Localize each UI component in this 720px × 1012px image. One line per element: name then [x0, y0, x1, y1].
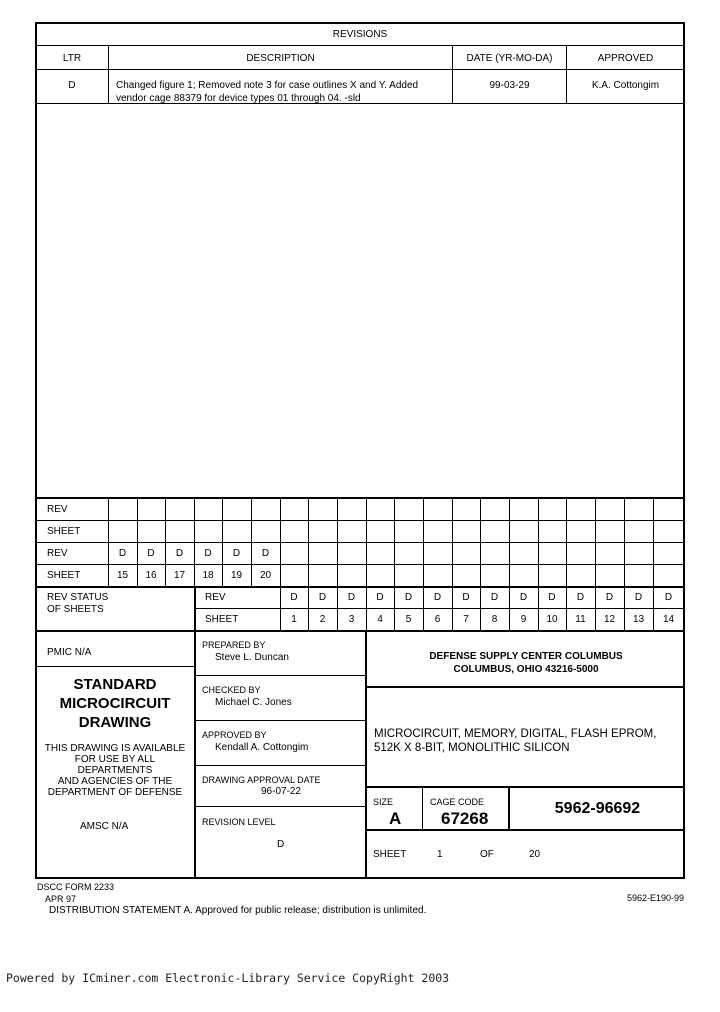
grid-column-line — [595, 498, 596, 586]
status-rev-cell-10: D — [576, 592, 585, 603]
status-sheet-cell-2: 3 — [348, 614, 355, 625]
status-rev-cell-5: D — [433, 592, 442, 603]
header-ltr: LTR — [62, 53, 82, 64]
sheet-label: SHEET — [373, 849, 407, 860]
drawing-number: 5962-96692 — [554, 800, 641, 817]
grid-sheet-label-1: SHEET — [47, 526, 81, 537]
grid-column-line — [624, 498, 625, 586]
header-description: DESCRIPTION — [246, 53, 315, 64]
availability-line3: DEPARTMENTS — [77, 765, 153, 776]
form-date: APR 97 — [45, 894, 77, 904]
revision-approved: K.A. Cottongim — [591, 80, 660, 91]
status-sheet-cell-6: 7 — [463, 614, 469, 625]
prepared-by-name: Steve L. Duncan — [215, 652, 289, 663]
status-sheet-cell-12: 13 — [632, 614, 645, 625]
grid-column-line — [452, 498, 453, 586]
cage-code-label: CAGE CODE — [430, 797, 485, 807]
revisions-title: REVISIONS — [332, 29, 388, 40]
availability-line4: AND AGENCIES OF THE — [57, 776, 173, 787]
grid-column-line — [538, 498, 539, 586]
amsc-label: AMSC N/A — [80, 821, 129, 832]
status-sheet-cell-1: 2 — [319, 614, 326, 625]
distribution-statement: DISTRIBUTION STATEMENT A. Approved for public release; distribution is unlimited. — [49, 905, 427, 916]
grid-column-line — [566, 498, 567, 586]
rev-status-label-line2: OF SHEETS — [47, 604, 104, 615]
status-sheet-cell-3: 4 — [377, 614, 383, 625]
rev-status-sheet-label: SHEET — [205, 614, 239, 625]
sheet-number: 1 — [437, 849, 443, 860]
status-sheet-cell-13: 14 — [662, 614, 675, 625]
prepared-by-label: PREPARED BY — [202, 640, 266, 650]
grid-rev-cell-5: D — [261, 548, 270, 559]
status-rev-cell-8: D — [519, 592, 528, 603]
grid-column-line — [394, 498, 395, 586]
status-sheet-cell-11: 12 — [603, 614, 616, 625]
availability-line1: THIS DRAWING IS AVAILABLE — [44, 743, 186, 754]
status-sheet-cell-9: 10 — [546, 614, 558, 625]
header-approved: APPROVED — [597, 53, 654, 64]
status-sheet-cell-0: 1 — [291, 614, 297, 625]
document-code: 5962-E190-99 — [627, 893, 685, 903]
grid-rev-cell-2: D — [175, 548, 184, 559]
center-address: COLUMBUS, OHIO 43216-5000 — [453, 664, 599, 675]
status-rev-cell-6: D — [462, 592, 470, 603]
header-date: DATE (YR-MO-DA) — [466, 53, 553, 64]
status-rev-cell-3: D — [376, 592, 384, 603]
grid-rev-cell-1: D — [147, 548, 155, 559]
rev-status-label-line1: REV STATUS — [47, 592, 109, 603]
size-label: SIZE — [373, 797, 394, 807]
standard-title-line2: MICROCIRCUIT — [59, 695, 171, 712]
approved-by-label: APPROVED BY — [202, 730, 267, 740]
revision-description-line1: Changed figure 1; Removed note 3 for case outlines X and Y. Added — [116, 80, 419, 91]
availability-line2: FOR USE BY ALL — [74, 754, 156, 765]
cage-code-value: 67268 — [441, 809, 489, 828]
status-sheet-cell-8: 9 — [520, 614, 527, 625]
status-rev-cell-1: D — [318, 592, 327, 603]
availability-line5: DEPARTMENT OF DEFENSE — [47, 787, 183, 798]
status-rev-cell-12: D — [634, 592, 643, 603]
grid-column-line — [509, 498, 510, 586]
checked-by-name: Michael C. Jones — [215, 697, 292, 708]
rev-status-rev-label: REV — [205, 592, 226, 603]
grid-rev-cell-0: D — [118, 548, 127, 559]
grid-column-line — [480, 498, 481, 586]
of-label: OF — [480, 849, 494, 860]
approval-date: 96-07-22 — [261, 786, 302, 797]
grid-sheet-cell-4: 19 — [230, 570, 243, 581]
approval-date-label: DRAWING APPROVAL DATE — [202, 775, 321, 785]
form-number: DSCC FORM 2233 — [37, 882, 115, 892]
status-sheet-cell-5: 6 — [434, 614, 441, 625]
status-sheet-cell-10: 11 — [575, 614, 586, 625]
revision-ltr: D — [68, 80, 76, 91]
center-name: DEFENSE SUPPLY CENTER COLUMBUS — [429, 651, 623, 662]
pmic-label: PMIC N/A — [47, 647, 92, 658]
approved-by-name: Kendall A. Cottongim — [215, 742, 309, 753]
status-rev-cell-13: D — [664, 592, 673, 603]
grid-sheet-cell-5: 20 — [259, 570, 272, 581]
status-sheet-cell-7: 8 — [491, 614, 498, 625]
grid-sheet-label-2: SHEET — [47, 570, 81, 581]
grid-rev-label-2: REV — [47, 548, 68, 559]
grid-column-line — [308, 498, 309, 586]
revision-date: 99-03-29 — [489, 80, 530, 91]
revision-description-line2: vendor cage 88379 for device types 01 through 04. -sld — [116, 93, 361, 104]
status-rev-cell-9: D — [548, 592, 556, 603]
grid-column-line — [653, 498, 654, 586]
checked-by-label: CHECKED BY — [202, 685, 261, 695]
revision-level: D — [277, 839, 285, 850]
grid-rev-cell-3: D — [204, 548, 212, 559]
grid-column-line — [366, 498, 367, 586]
grid-column-line — [423, 498, 424, 586]
status-sheet-cell-4: 5 — [405, 614, 412, 625]
watermark-text: Powered by ICminer.com Electronic-Library Service CopyRight 2003 — [6, 971, 450, 985]
status-rev-cell-11: D — [605, 592, 614, 603]
status-rev-cell-0: D — [290, 592, 298, 603]
status-rev-cell-2: D — [347, 592, 356, 603]
size-value: A — [389, 809, 402, 828]
grid-rev-label-1: REV — [47, 504, 68, 515]
grid-column-line — [337, 498, 338, 586]
grid-sheet-cell-0: 15 — [116, 570, 129, 581]
status-rev-cell-7: D — [490, 592, 499, 603]
drawing-description-line2: 512K X 8-BIT, MONOLITHIC SILICON — [374, 742, 570, 754]
revision-level-label: REVISION LEVEL — [202, 817, 276, 827]
grid-sheet-cell-3: 18 — [202, 570, 214, 581]
grid-sheet-cell-1: 16 — [145, 570, 157, 581]
drawing-description-line1: MICROCIRCUIT, MEMORY, DIGITAL, FLASH EPROM, — [374, 728, 657, 740]
grid-rev-cell-4: D — [232, 548, 241, 559]
grid-column-line — [280, 498, 281, 586]
sheet-total: 20 — [529, 849, 541, 860]
status-rev-cell-4: D — [404, 592, 413, 603]
grid-sheet-cell-2: 17 — [173, 570, 186, 581]
standard-title-line1: STANDARD — [73, 676, 157, 693]
standard-title-line3: DRAWING — [78, 714, 152, 731]
